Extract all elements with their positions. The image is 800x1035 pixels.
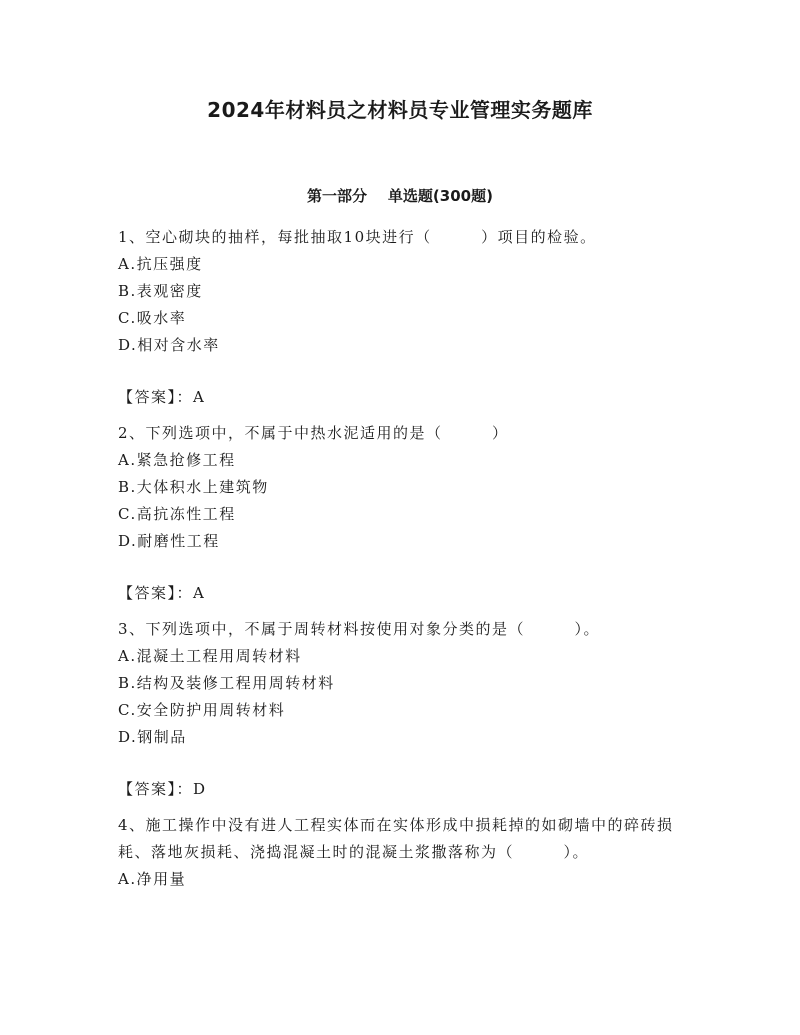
question-option: D.相对含水率 [118, 336, 220, 354]
question-item [118, 812, 688, 893]
question-option: D.钢制品 [118, 728, 187, 746]
question-stem: 1、空心砌块的抽样，每批抽取10块进行（ ）项目的检验。 [118, 228, 597, 246]
question-option: A.混凝土工程用周转材料 [118, 647, 302, 665]
question-option: D.耐磨性工程 [118, 532, 220, 550]
question-option: B.大体积水上建筑物 [118, 478, 269, 496]
question-option: C.安全防护用周转材料 [118, 701, 286, 719]
question-option: C.吸水率 [118, 309, 187, 327]
question-stem: 2、下列选项中，不属于中热水泥适用的是（ ） [118, 424, 509, 442]
question-stem: 4、施工操作中没有进人工程实体而在实体形成中损耗掉的如砌墙中的碎砖损耗、落地灰损耗、浇捣混凝土时的混凝土浆撒落称为（ ）。 [118, 816, 674, 861]
question-option: B.结构及装修工程用周转材料 [118, 674, 335, 692]
section-title: 第一部分 单选题(300题) [307, 187, 493, 205]
question-option: A.抗压强度 [118, 255, 203, 273]
answer-line: 【答案】：A [118, 584, 206, 602]
question-option: C.高抗冻性工程 [118, 505, 236, 523]
question-item [118, 616, 688, 803]
question-option: B.表观密度 [118, 282, 203, 300]
question-item [118, 224, 688, 411]
answer-line: 【答案】：D [118, 780, 207, 798]
question-list [118, 224, 688, 893]
question-option: A.净用量 [118, 870, 187, 888]
question-option: A.紧急抢修工程 [118, 451, 236, 469]
question-stem: 3、下列选项中，不属于周转材料按使用对象分类的是（ ）。 [118, 620, 601, 638]
document-title: 2024年材料员之材料员专业管理实务题库 [207, 98, 593, 122]
answer-line: 【答案】：A [118, 388, 206, 406]
question-item [118, 420, 688, 607]
